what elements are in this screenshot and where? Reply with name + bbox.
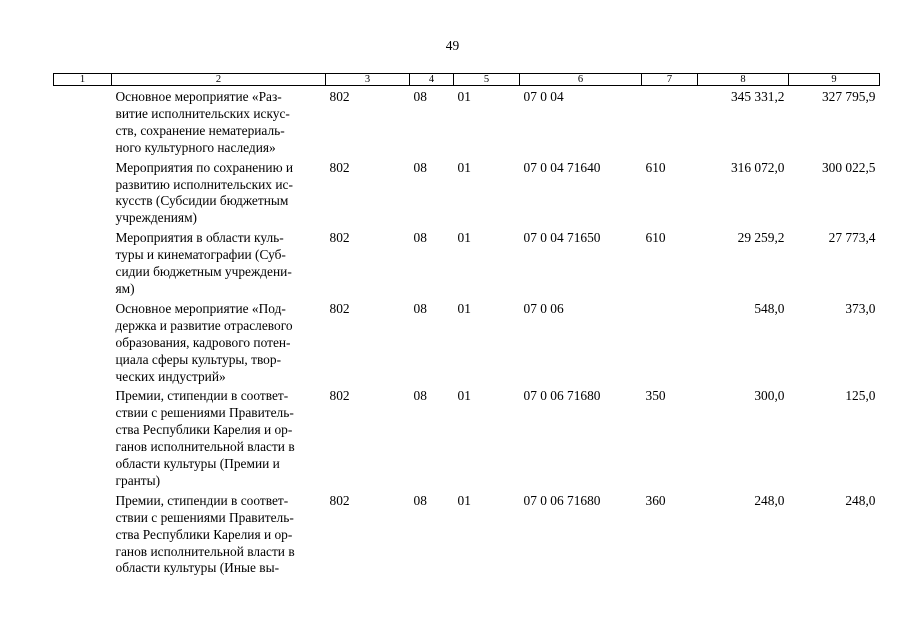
description-line: кусств (Субсидии бюджетным xyxy=(115,193,289,209)
section-code: 802 xyxy=(329,388,350,404)
description-line: Премии, стипендии в соответ- xyxy=(115,492,289,508)
description-cell xyxy=(112,385,326,489)
chapter-code: 08 xyxy=(413,89,427,104)
col-header-8: 8 xyxy=(698,74,789,86)
expense-type-code: 350 xyxy=(645,388,666,404)
table-row xyxy=(54,86,880,157)
description-line: ганов исполнительной власти в xyxy=(115,439,295,455)
row-number-cell xyxy=(54,490,112,578)
target-article-code: 07 0 04 xyxy=(523,89,564,104)
chapter-code: 08 xyxy=(413,230,427,246)
table-row xyxy=(54,227,880,298)
description-line: ств, сохранение нематериаль- xyxy=(115,122,285,138)
expense-type-code: 360 xyxy=(645,492,666,508)
description-line: области культуры (Иные вы- xyxy=(115,560,280,576)
description-line: области культуры (Премии и xyxy=(115,456,280,472)
amount-col-9: 248,0 xyxy=(845,492,876,508)
subsection-code: 01 xyxy=(457,492,471,508)
description-line: учреждениям) xyxy=(115,210,198,226)
row-number-cell xyxy=(54,385,112,489)
col-header-4: 4 xyxy=(410,74,454,86)
amount-col-8: 316 072,0 xyxy=(730,159,785,175)
description-line: сидии бюджетным учреждени- xyxy=(115,264,292,280)
description-line: витие исполнительских искус- xyxy=(115,105,290,121)
description-line: ного культурного наследия» xyxy=(115,139,276,155)
row-number-cell xyxy=(54,86,112,157)
amount-col-9: 27 773,4 xyxy=(828,230,876,246)
row-number-cell xyxy=(54,227,112,298)
table-row xyxy=(54,490,880,578)
col-header-9: 9 xyxy=(789,74,880,86)
chapter-code: 08 xyxy=(413,388,427,404)
expense-type-code xyxy=(642,86,698,157)
col-header-2: 2 xyxy=(112,74,326,86)
description-line: ства Республики Карелия и ор- xyxy=(115,526,293,542)
description-line: Основное мероприятие «Раз- xyxy=(115,89,282,104)
description-line: ства Республики Карелия и ор- xyxy=(115,422,293,438)
section-code: 802 xyxy=(329,89,350,104)
description-line: ческих индустрий» xyxy=(115,368,226,384)
section-code: 802 xyxy=(329,159,350,175)
amount-col-8: 29 259,2 xyxy=(737,230,785,246)
subsection-code: 01 xyxy=(457,230,471,246)
col-header-7: 7 xyxy=(642,74,698,86)
budget-table xyxy=(53,73,880,577)
expense-type-code xyxy=(642,298,698,386)
table-body xyxy=(54,86,880,578)
col-header-1: 1 xyxy=(54,74,112,86)
amount-col-9: 300 022,5 xyxy=(821,159,876,175)
row-number-cell xyxy=(54,298,112,386)
amount-col-8: 548,0 xyxy=(754,300,785,316)
section-code: 802 xyxy=(329,230,350,246)
description-line: циала сферы культуры, твор- xyxy=(115,351,282,367)
col-header-3: 3 xyxy=(326,74,410,86)
subsection-code: 01 xyxy=(457,300,471,316)
expense-type-code: 610 xyxy=(645,230,666,246)
table-row xyxy=(54,385,880,489)
amount-col-9: 373,0 xyxy=(845,300,876,316)
description-line: ствии с решениями Правитель- xyxy=(115,405,294,421)
description-cell xyxy=(112,86,326,157)
target-article-code: 07 0 06 71680 xyxy=(523,492,601,508)
description-line: гранты) xyxy=(115,472,161,488)
target-article-code: 07 0 04 71650 xyxy=(523,230,601,246)
page-number: 49 xyxy=(445,38,460,53)
chapter-code: 08 xyxy=(413,492,427,508)
col-header-5: 5 xyxy=(454,74,520,86)
description-line: Мероприятия по сохранению и xyxy=(115,159,294,175)
description-line: туры и кинематографии (Суб- xyxy=(115,247,286,263)
subsection-code: 01 xyxy=(457,388,471,404)
subsection-code: 01 xyxy=(457,89,471,104)
section-code: 802 xyxy=(329,492,350,508)
header-row xyxy=(54,74,880,86)
description-line: держка и развитие отраслевого xyxy=(115,317,293,333)
description-cell xyxy=(112,157,326,228)
amount-col-8: 345 331,2 xyxy=(730,89,785,104)
amount-col-8: 300,0 xyxy=(754,388,785,404)
description-line: Мероприятия в области куль- xyxy=(115,230,284,246)
target-article-code: 07 0 04 71640 xyxy=(523,159,601,175)
amount-col-8: 248,0 xyxy=(754,492,785,508)
description-cell xyxy=(112,298,326,386)
description-line: развитию исполнительских ис- xyxy=(115,176,293,192)
description-line: Основное мероприятие «Под- xyxy=(115,300,286,316)
description-line: ям) xyxy=(115,280,135,296)
table-row xyxy=(54,298,880,386)
description-cell xyxy=(112,227,326,298)
row-number-cell xyxy=(54,157,112,228)
expense-type-code: 610 xyxy=(645,159,666,175)
section-code: 802 xyxy=(329,300,350,316)
table-row xyxy=(54,157,880,228)
description-line: ствии с решениями Правитель- xyxy=(115,509,294,525)
amount-col-9: 327 795,9 xyxy=(821,89,876,104)
amount-col-9: 125,0 xyxy=(845,388,876,404)
chapter-code: 08 xyxy=(413,159,427,175)
chapter-code: 08 xyxy=(413,300,427,316)
target-article-code: 07 0 06 xyxy=(523,300,564,316)
description-line: образования, кадрового потен- xyxy=(115,334,291,350)
subsection-code: 01 xyxy=(457,159,471,175)
col-header-6: 6 xyxy=(520,74,642,86)
description-cell xyxy=(112,490,326,578)
description-line: ганов исполнительной власти в xyxy=(115,543,295,559)
target-article-code: 07 0 06 71680 xyxy=(523,388,601,404)
description-line: Премии, стипендии в соответ- xyxy=(115,388,289,404)
